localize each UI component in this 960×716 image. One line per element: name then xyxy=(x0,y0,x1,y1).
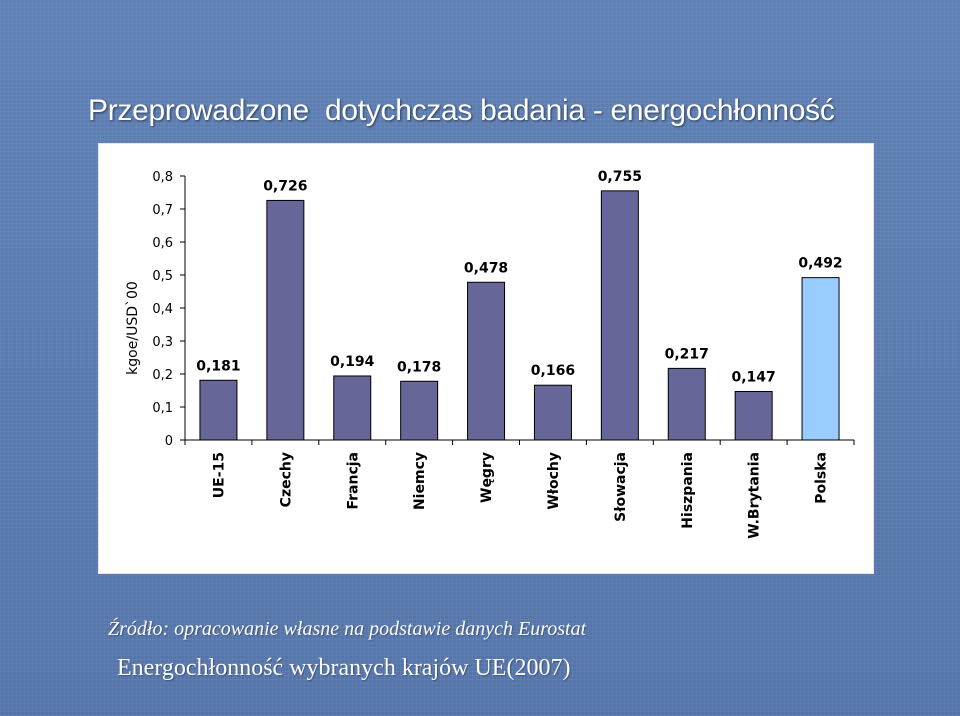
value-label: 0,147 xyxy=(731,369,776,386)
bar-Polska xyxy=(802,278,839,440)
value-label: 0,726 xyxy=(263,178,308,195)
category-label: Słowacja xyxy=(612,452,629,522)
category-label: Polska xyxy=(813,452,830,504)
y-tick-label: 0,3 xyxy=(152,335,173,350)
category-label: Węgry xyxy=(479,452,496,503)
bar-Węgry xyxy=(468,282,505,440)
bar-Czechy xyxy=(267,200,304,440)
y-tick-label: 0,6 xyxy=(152,236,173,251)
category-label: Niemcy xyxy=(412,452,429,511)
y-tick-label: 0,4 xyxy=(152,302,173,317)
category-label: Włochy xyxy=(545,452,562,510)
value-label: 0,181 xyxy=(196,358,241,375)
chart-container xyxy=(98,143,874,574)
value-label: 0,166 xyxy=(530,363,576,380)
source-note: Źródło: opracowanie własne na podstawie danych Eurostat xyxy=(108,618,587,640)
category-label: W.Brytania xyxy=(746,452,763,539)
y-tick-label: 0,7 xyxy=(152,203,173,218)
bar-W.Brytania xyxy=(735,391,772,440)
bar-UE-15 xyxy=(200,380,237,440)
bar-Niemcy xyxy=(401,381,438,440)
category-label: Francja xyxy=(345,452,362,510)
slide-title: Przeprowadzone dotychczas badania - energochłonność xyxy=(88,94,835,127)
y-axis-label: kgoe/USD`00 xyxy=(125,281,141,375)
bar-Francja xyxy=(334,376,371,440)
y-tick-label: 0,2 xyxy=(152,368,173,383)
value-label: 0,178 xyxy=(397,359,442,376)
y-tick-label: 0,1 xyxy=(152,401,173,416)
category-label: UE-15 xyxy=(211,452,228,499)
value-label: 0,194 xyxy=(330,353,375,370)
value-label: 0,217 xyxy=(664,346,709,363)
value-label: 0,755 xyxy=(597,168,642,185)
value-label: 0,492 xyxy=(798,255,843,272)
bar-chart xyxy=(99,144,873,573)
y-tick-label: 0,5 xyxy=(152,269,173,284)
y-tick-label: 0,8 xyxy=(152,170,173,185)
category-label: Hiszpania xyxy=(679,452,696,529)
bar-Hiszpania xyxy=(668,368,705,440)
bar-Włochy xyxy=(534,385,571,440)
bar-Słowacja xyxy=(601,191,638,440)
y-tick-label: 0 xyxy=(164,434,173,449)
category-label: Czechy xyxy=(278,452,295,508)
value-label: 0,478 xyxy=(463,260,509,277)
chart-caption: Energochłonność wybranych krajów UE(2007) xyxy=(117,655,571,681)
